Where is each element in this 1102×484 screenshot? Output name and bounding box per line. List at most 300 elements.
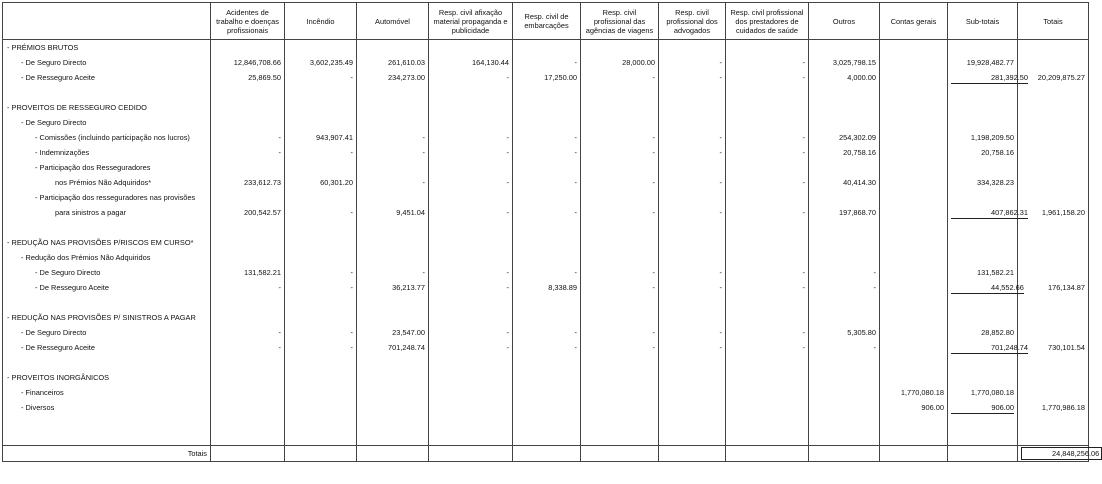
row-label: - De Seguro Directo [3, 55, 211, 70]
table-cell [211, 385, 285, 400]
table-cell [1018, 220, 1089, 235]
table-row [3, 325, 1089, 340]
table-cell: - [211, 280, 285, 295]
table-cell: - [513, 265, 581, 280]
table-cell: - [726, 130, 809, 145]
table-row [3, 340, 1089, 355]
table-cell: - [726, 70, 809, 85]
table-cell [1018, 235, 1089, 250]
header-row [3, 3, 1089, 40]
column-header: Resp. civil de embarcações [513, 3, 581, 40]
row-label [3, 85, 211, 100]
table-cell [513, 100, 581, 115]
table-cell: - [659, 340, 726, 355]
table-cell: - [285, 145, 357, 160]
table-cell [285, 295, 357, 310]
table-cell: 701,248.74 [357, 340, 429, 355]
table-cell: - [581, 205, 659, 220]
table-cell: - [513, 55, 581, 70]
table-cell [726, 100, 809, 115]
table-cell [659, 100, 726, 115]
table-cell [357, 385, 429, 400]
column-header: Resp. civil afixação material propaganda e publicidade [429, 3, 513, 40]
table-cell: 36,213.77 [357, 280, 429, 295]
table-cell [809, 115, 880, 130]
table-cell: - [581, 70, 659, 85]
table-cell [880, 190, 948, 205]
table-cell [948, 70, 1028, 85]
table-cell [357, 250, 429, 265]
table-cell [809, 370, 880, 385]
table-cell: 8,338.89 [513, 280, 581, 295]
table-row [3, 370, 1089, 385]
table-cell [211, 430, 285, 446]
column-header: Resp. civil profissional dos advogados [659, 3, 726, 40]
table-row [3, 280, 1089, 295]
table-cell: - [659, 70, 726, 85]
table-cell [357, 430, 429, 446]
table-cell [1018, 325, 1089, 340]
row-label: - REDUÇÃO NAS PROVISÕES P/RISCOS EM CURSO* [3, 235, 211, 250]
row-label: - De Resseguro Aceite [3, 280, 211, 295]
table-row [3, 205, 1089, 220]
table-cell [659, 190, 726, 205]
table-cell: 40,414.30 [809, 175, 880, 190]
table-cell [285, 430, 357, 446]
table-cell [581, 220, 659, 235]
table-cell [285, 250, 357, 265]
table-cell [513, 220, 581, 235]
table-cell: 19,928,482.77 [948, 55, 1018, 70]
table-cell [659, 355, 726, 370]
table-row [3, 175, 1089, 190]
table-cell [880, 265, 948, 280]
table-cell [880, 250, 948, 265]
table-cell: - [809, 340, 880, 355]
table-cell: - [659, 55, 726, 70]
table-cell [429, 295, 513, 310]
table-cell: - [285, 265, 357, 280]
table-cell [285, 115, 357, 130]
table-cell [1018, 385, 1089, 400]
table-row [3, 190, 1089, 205]
row-label: - Comissões (incluindo participação nos lucros) [3, 130, 211, 145]
table-cell [513, 310, 581, 325]
table-cell [726, 190, 809, 205]
table-cell [880, 40, 948, 56]
table-cell: - [429, 175, 513, 190]
table-cell: 234,273.00 [357, 70, 429, 85]
row-label [3, 355, 211, 370]
row-label: - PROVEITOS DE RESSEGURO CEDIDO [3, 100, 211, 115]
table-cell [809, 355, 880, 370]
table-cell [357, 220, 429, 235]
table-cell [285, 40, 357, 56]
table-cell [429, 40, 513, 56]
table-cell: - [513, 340, 581, 355]
table-cell [726, 85, 809, 100]
table-cell: - [513, 325, 581, 340]
table-cell [1018, 310, 1089, 325]
table-cell [513, 355, 581, 370]
table-cell [948, 310, 1018, 325]
table-cell [880, 160, 948, 175]
table-body [3, 40, 1089, 446]
row-label [3, 220, 211, 235]
table-cell [211, 415, 285, 430]
table-cell [880, 100, 948, 115]
table-cell: - [726, 280, 809, 295]
table-cell [1018, 430, 1089, 446]
table-cell [948, 250, 1018, 265]
table-cell [726, 220, 809, 235]
table-cell [809, 160, 880, 175]
table-cell [809, 250, 880, 265]
table-cell [726, 370, 809, 385]
row-label: - Diversos [3, 400, 211, 415]
table-cell [809, 190, 880, 205]
table-cell: 943,907.41 [285, 130, 357, 145]
table-cell [1018, 100, 1089, 115]
table-cell [880, 355, 948, 370]
totals-label: Totais [3, 446, 211, 462]
table-cell [1018, 295, 1089, 310]
table-cell: 197,868.70 [809, 205, 880, 220]
row-label: - Indemnizações [3, 145, 211, 160]
table-cell [581, 235, 659, 250]
table-cell: - [726, 265, 809, 280]
underlined-value: 44,552.66 [951, 283, 1024, 294]
table-cell: - [726, 205, 809, 220]
table-cell [948, 220, 1018, 235]
table-cell [285, 190, 357, 205]
table-cell [880, 145, 948, 160]
table-cell [1018, 265, 1089, 280]
table-cell [948, 415, 1018, 430]
table-cell: 334,328.23 [948, 175, 1018, 190]
header-label-column [3, 3, 211, 40]
row-label: - PROVEITOS INORGÂNICOS [3, 370, 211, 385]
table-cell [211, 100, 285, 115]
grand-total-cell [1018, 446, 1100, 462]
table-cell [211, 115, 285, 130]
row-label: - Participação dos resseguradores nas provisões [3, 190, 211, 205]
table-cell [429, 235, 513, 250]
table-cell [513, 295, 581, 310]
table-cell [726, 250, 809, 265]
table-cell: - [726, 55, 809, 70]
table-cell: - [211, 145, 285, 160]
table-cell: 3,025,798.15 [809, 55, 880, 70]
table-cell [726, 385, 809, 400]
table-cell [726, 235, 809, 250]
table-cell [1018, 415, 1089, 430]
table-cell [726, 415, 809, 430]
column-header: Outros [809, 3, 880, 40]
table-cell [659, 310, 726, 325]
table-cell: - [513, 130, 581, 145]
table-cell [880, 55, 948, 70]
table-cell [1018, 370, 1089, 385]
table-cell: 254,302.09 [809, 130, 880, 145]
table-cell: - [659, 265, 726, 280]
spacer-row [3, 85, 1089, 100]
table-cell [211, 400, 285, 415]
table-cell [880, 295, 948, 310]
table-cell [581, 250, 659, 265]
table-cell [659, 85, 726, 100]
table-cell: - [429, 280, 513, 295]
table-cell [357, 310, 429, 325]
table-cell [659, 220, 726, 235]
table-cell [1018, 160, 1089, 175]
table-cell [513, 40, 581, 56]
table-cell [513, 400, 581, 415]
table-cell [1018, 55, 1089, 70]
table-cell [1018, 130, 1089, 145]
table-cell: - [659, 175, 726, 190]
table-cell [1018, 85, 1089, 100]
underlined-value: 906.00 [951, 403, 1014, 414]
table-cell: - [429, 265, 513, 280]
table-cell [285, 220, 357, 235]
table-cell [513, 250, 581, 265]
table-cell [659, 295, 726, 310]
table-cell [948, 160, 1018, 175]
table-cell [1018, 175, 1089, 190]
row-label: - De Resseguro Aceite [3, 70, 211, 85]
table-cell: 28,000.00 [581, 55, 659, 70]
table-cell [948, 190, 1018, 205]
table-cell [809, 430, 880, 446]
table-cell [513, 370, 581, 385]
table-cell [809, 40, 880, 56]
row-label: - Participação dos Resseguradores [3, 160, 211, 175]
table-cell: - [357, 145, 429, 160]
table-cell [285, 385, 357, 400]
table-row [3, 400, 1089, 415]
table-cell [726, 115, 809, 130]
table-cell [1018, 145, 1089, 160]
table-cell [429, 160, 513, 175]
table-cell [285, 355, 357, 370]
row-label: - Redução dos Prémios Não Adquiridos [3, 250, 211, 265]
row-label: - De Seguro Directo [3, 325, 211, 340]
table-cell: 1,198,209.50 [948, 130, 1018, 145]
row-label: - PRÉMIOS BRUTOS [3, 40, 211, 56]
table-cell: - [581, 280, 659, 295]
table-cell [357, 295, 429, 310]
table-cell [948, 295, 1018, 310]
table-cell [809, 220, 880, 235]
table-cell [581, 295, 659, 310]
table-cell [948, 85, 1018, 100]
row-label [3, 415, 211, 430]
table-cell: - [357, 130, 429, 145]
table-cell [880, 115, 948, 130]
table-row [3, 100, 1089, 115]
table-cell [581, 355, 659, 370]
table-cell: - [581, 325, 659, 340]
table-cell: - [581, 175, 659, 190]
table-cell [726, 310, 809, 325]
table-cell [211, 370, 285, 385]
table-cell: - [211, 325, 285, 340]
table-row [3, 145, 1089, 160]
table-row [3, 70, 1089, 85]
table-cell: 4,000.00 [809, 70, 880, 85]
table-cell: 730,101.54 [1018, 340, 1089, 355]
table-cell: - [513, 145, 581, 160]
row-label: para sinistros a pagar [3, 205, 211, 220]
table-cell [429, 190, 513, 205]
table-cell [726, 400, 809, 415]
table-cell [429, 430, 513, 446]
table-cell [948, 280, 1024, 295]
table-cell [429, 85, 513, 100]
spacer-row [3, 220, 1089, 235]
table-cell [880, 130, 948, 145]
row-label: - REDUÇÃO NAS PROVISÕES P/ SINISTROS A PAGAR [3, 310, 211, 325]
table-cell: - [285, 325, 357, 340]
table-cell: - [429, 70, 513, 85]
table-cell [948, 100, 1018, 115]
table-cell [948, 340, 1028, 355]
table-cell [211, 40, 285, 56]
table-cell [581, 85, 659, 100]
table-cell: - [809, 265, 880, 280]
table-cell [429, 310, 513, 325]
table-cell [285, 310, 357, 325]
table-cell [809, 385, 880, 400]
table-cell [211, 250, 285, 265]
table-cell: 25,869.50 [211, 70, 285, 85]
table-cell [429, 250, 513, 265]
revenue-table [2, 2, 1100, 462]
row-label [3, 295, 211, 310]
table-cell: - [726, 145, 809, 160]
column-header: Resp. civil profissional das agências de viagens [581, 3, 659, 40]
table-cell: 20,209,875.27 [1018, 70, 1089, 85]
table-cell: - [726, 340, 809, 355]
table-cell: - [285, 205, 357, 220]
grand-total-value: 24,848,256.06 [1021, 447, 1102, 460]
table-cell [513, 430, 581, 446]
table-cell [285, 100, 357, 115]
table-cell: 1,770,986.18 [1018, 400, 1089, 415]
column-header: Sub-totais [948, 3, 1018, 40]
table-cell: 164,130.44 [429, 55, 513, 70]
row-label: - De Seguro Directo [3, 115, 211, 130]
table-cell: 233,612.73 [211, 175, 285, 190]
table-cell [357, 100, 429, 115]
table-cell [285, 400, 357, 415]
table-row [3, 250, 1089, 265]
table-cell [809, 400, 880, 415]
table-cell: - [659, 325, 726, 340]
table-cell [726, 295, 809, 310]
table-cell [880, 340, 948, 355]
table-cell: - [513, 205, 581, 220]
table-cell [211, 190, 285, 205]
table-cell [809, 85, 880, 100]
table-cell [659, 400, 726, 415]
table-cell [948, 205, 1028, 220]
table-cell [513, 160, 581, 175]
spacer-row [3, 355, 1089, 370]
table-cell [211, 295, 285, 310]
table-cell: - [581, 265, 659, 280]
table-cell: 20,758.16 [809, 145, 880, 160]
table-cell [809, 295, 880, 310]
table-cell [880, 310, 948, 325]
table-cell [581, 415, 659, 430]
table-cell [357, 160, 429, 175]
table-cell [659, 385, 726, 400]
table-cell: - [357, 265, 429, 280]
row-label: - De Seguro Directo [3, 265, 211, 280]
table-cell [513, 190, 581, 205]
table-cell [581, 160, 659, 175]
table-cell: 200,542.57 [211, 205, 285, 220]
table-cell [880, 325, 948, 340]
table-row [3, 55, 1089, 70]
table-cell: - [659, 130, 726, 145]
table-cell [513, 415, 581, 430]
row-label: - De Resseguro Aceite [3, 340, 211, 355]
table-row [3, 40, 1089, 56]
table-cell: - [429, 145, 513, 160]
table-cell [880, 235, 948, 250]
table-cell [880, 205, 948, 220]
table-cell: 131,582.21 [211, 265, 285, 280]
table-cell: - [513, 175, 581, 190]
table-cell [726, 160, 809, 175]
table-cell [211, 160, 285, 175]
column-header: Acidentes de trabalho e doenças profissionais [211, 3, 285, 40]
table-cell: - [429, 325, 513, 340]
underlined-value: 701,248.74 [951, 343, 1028, 354]
column-header: Incêndio [285, 3, 357, 40]
table-cell [357, 85, 429, 100]
table-cell [659, 40, 726, 56]
table-cell [285, 415, 357, 430]
table-cell: - [659, 280, 726, 295]
table-cell: - [659, 205, 726, 220]
table-cell [429, 385, 513, 400]
table-cell: 28,852.80 [948, 325, 1018, 340]
row-label: - Financeiros [3, 385, 211, 400]
table-cell: 261,610.03 [357, 55, 429, 70]
table-cell [357, 190, 429, 205]
table-cell: - [809, 280, 880, 295]
table-cell [357, 355, 429, 370]
table-cell: - [211, 340, 285, 355]
table-cell [948, 400, 1018, 415]
underlined-value: 407,862.31 [951, 208, 1028, 219]
table-cell [1018, 115, 1089, 130]
table-cell [659, 235, 726, 250]
table-cell: - [726, 175, 809, 190]
table-cell [211, 235, 285, 250]
table-cell: 9,451.04 [357, 205, 429, 220]
table-cell: 5,305.80 [809, 325, 880, 340]
table-cell [659, 415, 726, 430]
table-cell: - [659, 145, 726, 160]
table-cell [429, 355, 513, 370]
totals-row [3, 446, 1089, 462]
table-cell [581, 310, 659, 325]
